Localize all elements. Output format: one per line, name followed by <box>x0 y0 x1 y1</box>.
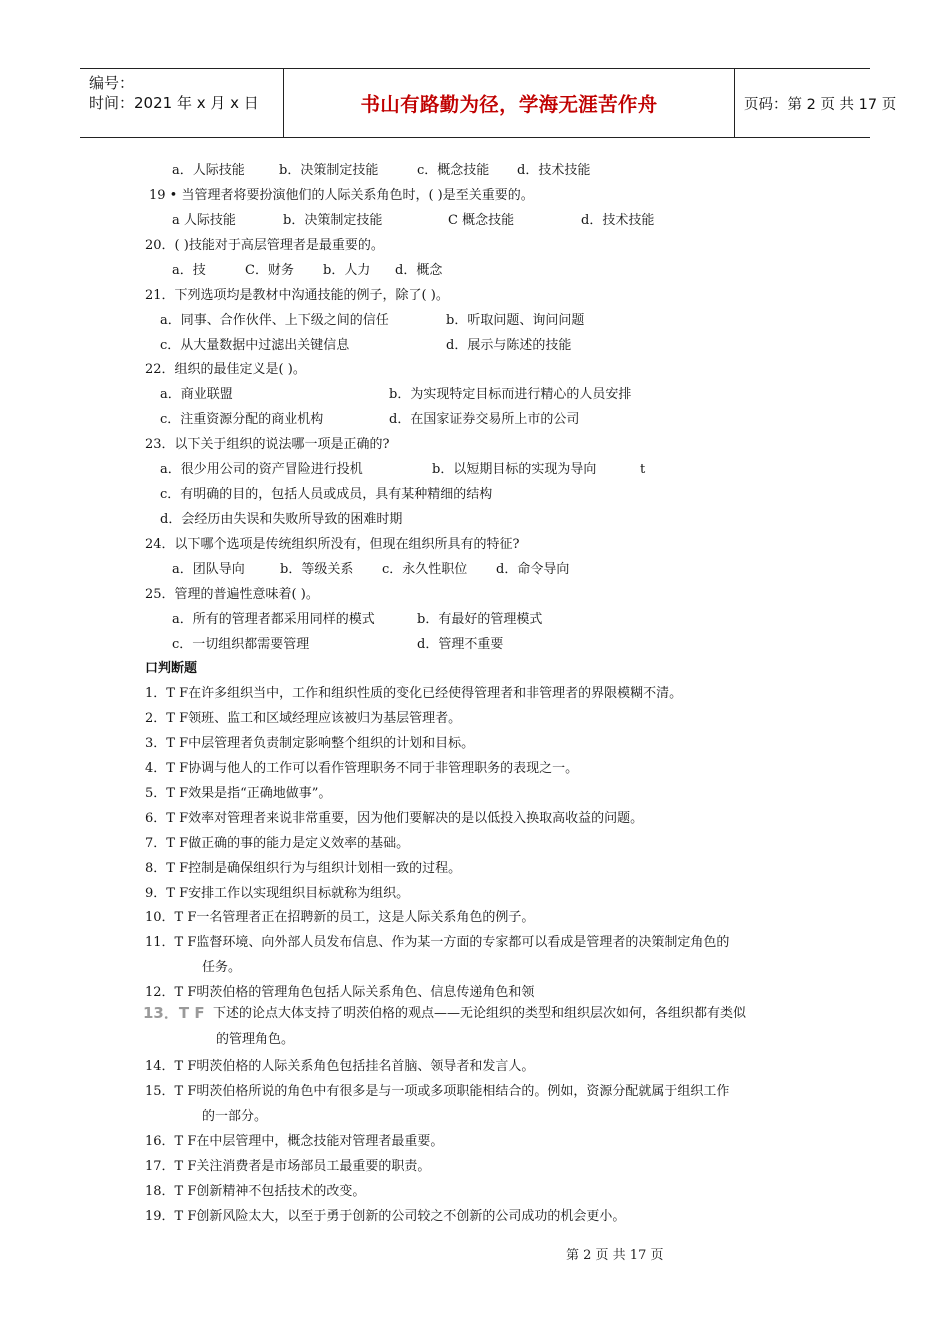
q25-option-d: d．管理不重要 <box>417 637 504 652</box>
q25-option-b: b．有最好的管理模式 <box>417 612 543 627</box>
section-title-tf: 口判断题 <box>145 661 198 676</box>
header-motto-cell <box>283 69 735 137</box>
q18-option-d: d．技术技能 <box>517 163 591 178</box>
tf-item-11: 11．T F监督环境、向外部人员发布信息、作为某一方面的专家都可以看成是管理者的决策制定角色的 <box>145 935 730 950</box>
number-label: 编号： <box>89 74 135 92</box>
q25-option-a: a．所有的管理者都采用同样的模式 <box>172 612 375 627</box>
tf-item-6: 6．T F效率对管理者来说非常重要，因为他们要解决的是以低投入换取高收益的问题。 <box>145 811 644 826</box>
header-page-cell <box>735 69 897 137</box>
q23-option-d: d．会经历由失误和失败所导致的困难时期 <box>160 512 403 527</box>
q24-option-d: d．命令导向 <box>496 562 570 577</box>
q19-option-c: C 概念技能 <box>448 213 515 228</box>
document-header <box>80 68 897 138</box>
q23-option-c: c．有明确的目的，包括人员或成员，具有某种精细的结构 <box>160 487 493 502</box>
q20-option-d: d．概念 <box>395 263 443 278</box>
tf-item-18: 18．T F创新精神不包括技术的改变。 <box>145 1184 366 1199</box>
q20-option-b: b．人力 <box>323 263 371 278</box>
tf-item-12: 12．T F明茨伯格的管理角色包括人际关系角色、信息传递角色和领 <box>145 985 535 1000</box>
tf-item-14: 14．T F明茨伯格的人际关系角色包括挂名首脑、领导者和发言人。 <box>145 1059 535 1074</box>
q23-option-a: a．很少用公司的资产冒险进行投机 <box>160 462 363 477</box>
q18-option-a: a．人际技能 <box>172 163 245 178</box>
q18-option-b: b．决策制定技能 <box>279 163 379 178</box>
tf-item-1: 1．T F在许多组织当中，工作和组织性质的变化已经使得管理者和非管理者的界限模糊不清。 <box>145 686 683 701</box>
question-24: 24．以下哪个选项是传统组织所没有，但现在组织所具有的特征? <box>145 537 520 552</box>
q20-option-a: a．技 <box>172 263 206 278</box>
tf-item-15-cont: 的一部分。 <box>202 1109 268 1124</box>
tf-item-11-cont: 任务。 <box>202 960 242 975</box>
header-meta <box>80 69 283 137</box>
time-label: 时间：2021 年 x 月 x 日 <box>89 94 259 112</box>
q22-option-c: c．注重资源分配的商业机构 <box>160 412 324 427</box>
tf-item-5: 5．T F效果是指“正确地做事”。 <box>145 786 332 801</box>
tf-item-15: 15．T F明茨伯格所说的角色中有很多是与一项或多项职能相结合的。例如，资源分配就属于组织工作 <box>145 1084 730 1099</box>
tf-item-2: 2．T F领班、监工和区域经理应该被归为基层管理者。 <box>145 711 462 726</box>
q21-option-b: b．听取问题、询问问题 <box>446 313 585 328</box>
tf-item-10: 10．T F一名管理者正在招聘新的员工，这是人际关系角色的例子。 <box>145 910 535 925</box>
tf-item-17: 17．T F关注消费者是市场部员工最重要的职责。 <box>145 1159 431 1174</box>
tf-item-7: 7．T F做正确的事的能力是定义效率的基础。 <box>145 836 410 851</box>
tf-item-13-cont: 的管理角色。 <box>216 1032 295 1047</box>
q24-option-c: c．永久性职位 <box>382 562 468 577</box>
tf-item-9: 9．T F安排工作以实现组织目标就称为组织。 <box>145 886 410 901</box>
tf-item-4: 4．T F协调与他人的工作可以看作管理职务不同于非管理职务的表现之一。 <box>145 761 579 776</box>
question-22: 22．组织的最佳定义是( )。 <box>145 362 306 377</box>
question-19: 19 • 当管理者将要扮演他们的人际关系角色时，( )是至关重要的。 <box>149 188 534 203</box>
q20-option-c: C．财务 <box>245 263 294 278</box>
q18-option-c: c．概念技能 <box>417 163 490 178</box>
q22-option-d: d．在国家证券交易所上市的公司 <box>389 412 580 427</box>
q22-option-b: b．为实现特定目标而进行精心的人员安排 <box>389 387 632 402</box>
tf-item-19: 19．T F创新风险太大，以至于勇于创新的公司较之不创新的公司成功的机会更小。 <box>145 1209 626 1224</box>
stray-mark: t <box>640 462 646 477</box>
q24-option-a: a．团队导向 <box>172 562 245 577</box>
q23-option-b: b．以短期目标的实现为导向 <box>432 462 597 477</box>
motto: 书山有路勤为径，学海无涯苦作舟 <box>360 93 658 116</box>
tf-item-13: 下述的论点大体支持了明茨伯格的观点——无论组织的类型和组织层次如何，各组织都有类似 <box>213 1006 747 1021</box>
page-footer: 第 2 页 共 17 页 <box>566 1248 664 1263</box>
question-20: 20．( )技能对于高层管理者是最重要的。 <box>145 238 384 253</box>
question-21: 21．下列选项均是教材中沟通技能的例子，除了( )。 <box>145 288 449 303</box>
q25-option-c: c．一切组织都需要管理 <box>172 637 310 652</box>
q22-option-a: a．商业联盟 <box>160 387 233 402</box>
tf-item-3: 3．T F中层管理者负责制定影响整个组织的计划和目标。 <box>145 736 475 751</box>
tf-item-13-number: 13．T F <box>143 1004 205 1022</box>
q21-option-d: d．展示与陈述的技能 <box>446 338 572 353</box>
q19-option-a: a 人际技能 <box>172 213 236 228</box>
tf-item-8: 8．T F控制是确保组织行为与组织计划相一致的过程。 <box>145 861 462 876</box>
q21-option-c: c．从大量数据中过滤出关键信息 <box>160 338 350 353</box>
question-25: 25．管理的普遍性意味着( )。 <box>145 587 319 602</box>
page-info: 页码：第 2 页 共 17 页 <box>744 96 897 113</box>
question-23: 23．以下关于组织的说法哪一项是正确的? <box>145 437 390 452</box>
q24-option-b: b．等级关系 <box>280 562 354 577</box>
q19-option-b: b．决策制定技能 <box>283 213 383 228</box>
q19-option-d: d．技术技能 <box>581 213 655 228</box>
q21-option-a: a．同事、合作伙伴、上下级之间的信任 <box>160 313 389 328</box>
tf-item-16: 16．T F在中层管理中，概念技能对管理者最重要。 <box>145 1134 444 1149</box>
